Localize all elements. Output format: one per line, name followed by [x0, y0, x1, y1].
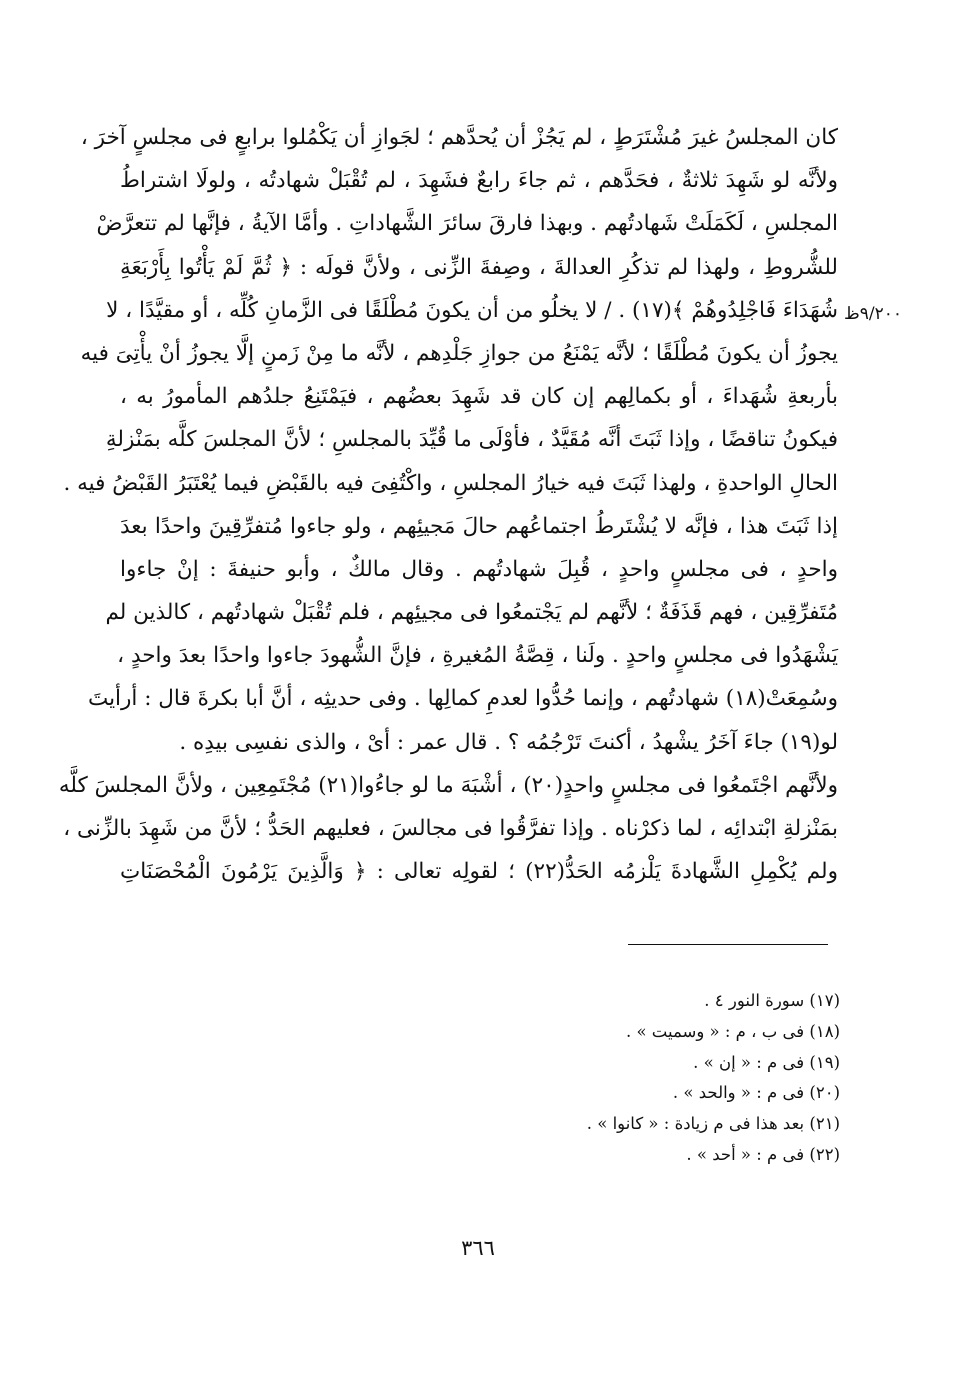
- text-line: وسُمِعَتْ(١٨) شهادتُهم ، وإنما حُدُّوا لعدمِ كمالِها . وفى حديثِه ، أنَّ أبا بكرةَ قال : أرأيتَ: [87, 686, 838, 712]
- text-line: للشُّروطِ ، ولهذا لم تذكُرِ العدالةَ ، وصِفةَ الزِّنى ، ولأنَّ قولَه : ﴿ ثُمَّ لَمْ يَأْتُوا بِأَرْبَعَةِ: [120, 254, 838, 280]
- footnotes: [420, 986, 840, 1171]
- text-line: يَشْهَدُوا فى مجلسٍ واحدٍ . ولَنا ، قِصَّةُ المُغيرةِ ، فإنَّ الشُّهودَ جاءوا واحدًا بعدَ واحدٍ ،: [117, 643, 838, 669]
- text-line: كان المجلسُ غيرَ مُشْتَرَطٍ ، لم يَجُزْ أن يُحدَّهم ؛ لجَوازِ أن يَكْمُلوا برابعٍ فى مجلسٍ آخرَ ،: [80, 125, 838, 150]
- footnote: (٢١) بعد هذا فى م زيادة : « كانوا » .: [586, 1114, 840, 1134]
- text-line: الحالِ الواحدةِ ، ولهذا ثَبَتَ فيه خيارُ المجلسِ ، واكْتُفِىَ فيه بالقَبْضِ فيما يُعْتَبَرُ القَبْضُ فيه .: [63, 470, 838, 496]
- text-line: لو(١٩) جاءَ آخَرُ يشْهدُ ، أكنتَ تَرْجُمُه ؟ . قال عمر : أىْ ، والذى نفسِى بيدِه .: [179, 729, 838, 755]
- text-line: واحدٍ ، فى مجلسٍ واحدٍ ، قُبِلَ شهادتُهم . وقال مالكٌ ، وأبو حنيفةَ : إنْ جاءوا: [120, 556, 838, 582]
- text-line: بأربعةِ شُهَداءَ ، أو بكمالِهم إن كان قد شَهِدَ بعضُهم ، فيَمْتَنِعُ جلدُهم المأمورُ به ،: [120, 384, 838, 410]
- text-line: فيكونُ تناقضًا ، وإذا ثَبَتَ أنَّه مُقَيَّدٌ ، فأوْلَى ما قُيِّدَ بالمجلسِ ؛ لأنَّ المجلسَ كلَّه بمَنْزلةِ: [105, 427, 838, 453]
- text-line: ولأنَّهم اجْتَمعُوا فى مجلسٍ واحدٍ(٢٠) ، أشْبَهَ ما لو جاءُوا(٢١) مُجْتَمِعِين ، ولأنَّ المجلسَ كلَّه: [58, 772, 838, 798]
- text-line: المجلسِ ، لَكَمَلَتْ شَهادتُهم . وبهذا فارقَ سائرَ الشَّهاداتِ . وأمَّا الآيةُ ، فإنَّها لم تتعرَّضْ: [96, 211, 838, 237]
- text-line: إذا ثَبَتَ هذا ، فإنَّه لا يُشْتَرطُ اجتماعُهم حالَ مَجيئِهم ، ولو جاءوا مُتفرِّقِينَ واحدًا بعدَ: [120, 513, 838, 539]
- footnote: (٢٢) فى م : « أحد » .: [686, 1144, 840, 1164]
- footnote: (١٧) سورة النور ٤ .: [704, 991, 840, 1010]
- footnote: (١٩) فى م : « إن » .: [693, 1052, 840, 1072]
- page-number: ٣٦٦: [461, 1236, 495, 1260]
- main-text-block: [58, 116, 838, 893]
- text-line: ولم يُكْمِلِ الشَّهادةَ يَلْزمُه الحَدُّ(٢٢) ؛ لقولِه تعالى : ﴿ وَالَّذِينَ يَرْمُونَ الْمُحْصَنَاتِ: [120, 859, 838, 885]
- footnote-separator: [628, 944, 828, 945]
- text-line: شُهَدَاءَ فَاجْلِدُوهُمْ ﴾(١٧) . / لا يخلُو من أن يكونَ مُطْلَقًا فى الزَّمانِ كُلِّه ، أو مقيَّدًا ، لا: [106, 297, 838, 323]
- text-line: مُتَفرِّقِين ، فهم قَذَفَةٌ ؛ لأنَّهم لم يَجْتمعُوا فى مجيئِهم ، فلم تُقْبَلْ شهادتُهم ، كالذين لم: [105, 600, 838, 626]
- footnote: (١٨) فى ب ، م : « وسميت » .: [625, 1021, 840, 1041]
- margin-folio-reference: ٩/٢٠٠ظ: [844, 304, 902, 324]
- text-line: بمَنْزلةِ ابْتدائِه ، لما ذكرْناه . وإذا تفرَّقُوا فى مجالسَ ، فعليهم الحَدُّ ؛ لأنَّ من شَهِدَ بالزِّنى ،: [63, 816, 838, 841]
- footnote: (٢٠) فى م : « والحد » .: [672, 1083, 840, 1103]
- text-line: يجوزُ أن يكونَ مُطْلَقًا ؛ لأنَّه يَمْنَعُ من جوازِ جَلْدِهم ، لأنَّه ما مِنْ زَمنٍ إلَّا يجوزُ أنْ يأْتِىَ فيه: [80, 340, 838, 366]
- text-line: ولأنَّه لو شَهِدَ ثلاثةٌ ، فحَدَّهم ، ثم جاءَ رابعٌ فشَهِدَ ، لم تُقْبَلْ شهادتُه ، ولولَا اشتراطُ: [120, 168, 838, 194]
